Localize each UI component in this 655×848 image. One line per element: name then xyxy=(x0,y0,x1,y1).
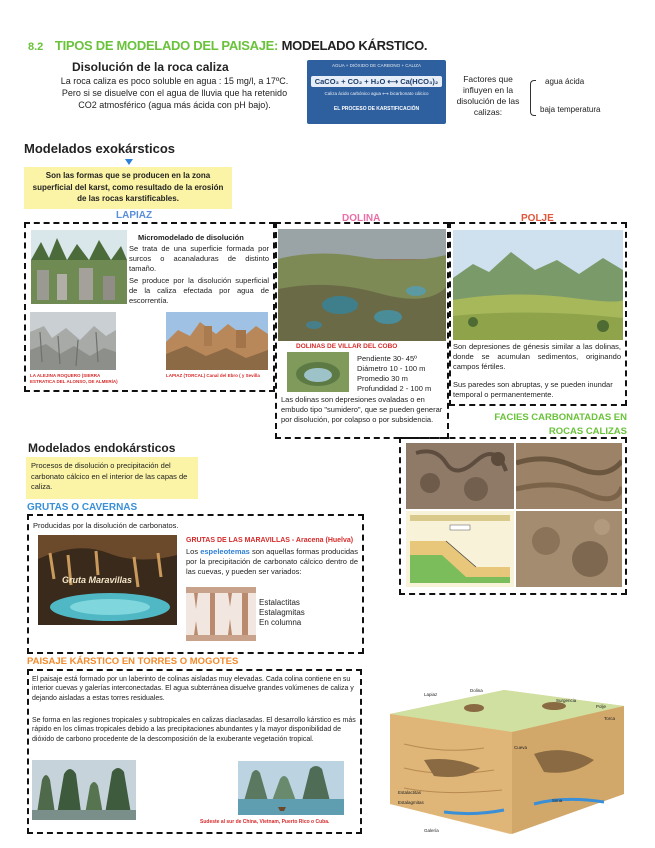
page-subtitle: MODELADO KÁRSTICO. xyxy=(281,38,428,53)
block-label: Polje xyxy=(596,704,607,709)
disolucion-heading: Disolución de la roca caliza xyxy=(72,60,229,74)
exokarst-arrow-icon xyxy=(125,159,133,165)
grutas-place: GRUTAS DE LAS MARAVILLAS - Aracena (Huelva) xyxy=(186,537,354,544)
polje-text-1: Son depresiones de génesis similar a las dolinas, donde se acumulan sedimentos, originando campos fértiles. xyxy=(453,342,621,372)
block-label: Surgencia xyxy=(556,698,577,703)
lapiaz-label: LAPIAZ xyxy=(116,210,153,221)
espeleotemas-photo xyxy=(186,587,256,641)
block-label: Torca xyxy=(604,716,616,721)
dolina-text: Las dolinas son depresiones ovaladas o en embudo tipo "sumidero", que se pueden generar por disolución, por colapso o por subsidencia. xyxy=(281,395,443,425)
block-label: Estalagmitas xyxy=(398,800,424,805)
torres-text-2: Se forma en las regiones tropicales y subtropicales en calizas diaclasadas. El desarrollo kárstico es más rápido en los climas tropicales debido a las precipitaciones abundantes y la mayor disponibilidad de dióxido de carbono procedente de la descomposición de la exuberante vegetación tropical. xyxy=(32,717,356,743)
dolina-photo-aerial xyxy=(278,229,446,341)
facies-label: FACIES CARBONATADAS EN ROCAS CALIZAS xyxy=(494,412,627,437)
torres-text-1: El paisaje está formado por un laberinto de colinas aisladas muy elevadas. Cada colina contiene en su interior cuevas y galerías interconectadas. El agua subterránea disuelve grandes volúmenes de caliza y dejando aisladas a estas torres residuales. xyxy=(32,676,354,702)
polje-text-2: Sus paredes son abruptas, y se pueden inundar temporal o permanentemente. xyxy=(453,380,613,400)
facies-photo-2 xyxy=(516,443,622,509)
dolina-stat: Diámetro 10 - 100 m xyxy=(357,364,426,373)
torres-photo-2 xyxy=(238,761,344,815)
torres-caption: Sudeste al sur de China, Vietnam, Puerto Rico o Cuba. xyxy=(200,819,330,825)
exokarst-heading: Modelados exokársticos xyxy=(24,141,175,156)
diagram-footer: EL PROCESO DE KARSTIFICACIÓN xyxy=(333,106,420,112)
factor-item: baja temperatura xyxy=(540,105,601,114)
espeleotema-type: En columna xyxy=(259,618,302,627)
dolina-label: DOLINA xyxy=(342,213,381,224)
block-label: Cueva xyxy=(514,745,528,750)
grutas-text-post: son aquellas formas producidas por la precipitación de carbonato cálcico dentro de las cuevas, y pueden ser variados: xyxy=(186,547,358,577)
dolina-photo-detail xyxy=(287,352,349,392)
lapiaz-photo-forest xyxy=(31,230,127,304)
facies-diagram xyxy=(406,511,514,587)
lapiaz-text-2: Se produce por la disolución superficial de la caliza efectada por agua de escorrentía. xyxy=(129,276,269,306)
block-label: Sima xyxy=(552,798,563,803)
factor-item: agua ácida xyxy=(545,77,585,86)
lapiaz-photo-torcal xyxy=(166,312,268,370)
grutas-label: GRUTAS O CAVERNAS xyxy=(27,502,138,513)
karstification-diagram xyxy=(307,60,446,124)
block-label: Galería xyxy=(424,828,439,833)
espeleotema-type: Estalactitas xyxy=(259,598,300,607)
lapiaz-micro-title: Micromodelado de disolución xyxy=(138,233,244,242)
endokarst-heading: Modelados endokársticos xyxy=(28,441,176,455)
block-label: Estalactitas xyxy=(398,790,422,795)
diagram-top-line: AGUA + DIÓXIDO DE CARBONO + CALIZA xyxy=(331,63,422,68)
endokarst-definition: Procesos de disolución o precipitación del carbonato cálcico en el interior de las capas de caliza. xyxy=(26,457,198,499)
block-label: Dolina xyxy=(470,688,483,693)
facies-photo-3 xyxy=(516,511,622,587)
grutas-photo-text: Gruta Maravillas xyxy=(62,575,133,585)
lapiaz-text-1: Se trata de una superficie formada por surcos o acanaladuras de distinto tamaño. xyxy=(129,244,269,274)
block-label: Lapiaz xyxy=(424,692,438,697)
lapiaz-caption-2: LAPIAZ (TORCAL) Canal del Ebro ( y Sevilla xyxy=(166,373,260,378)
diagram-equation: CaCO₃ + CO₂ + H₂O ⟷ Ca(HCO₃)₂ xyxy=(311,76,442,87)
page-header xyxy=(28,38,628,53)
disolucion-text: La roca caliza es poco soluble en agua : 15 mg/l, a 17ºC. Pero si se disuelve con el agua de lluvia que ha retenido CO2 atmosférico (agua más ácida con pH bajo). xyxy=(60,76,289,111)
dolina-stat: Profundidad 2 - 100 m xyxy=(357,384,432,393)
dolina-stat: Promedio 30 m xyxy=(357,374,408,383)
torres-label: PAISAJE KÁRSTICO EN TORRES O MOGOTES xyxy=(27,656,239,667)
diagram-labels: Caliza ácido carbónico agua ⟷ bicarbonato cálcico xyxy=(324,91,429,96)
lapiaz-photo-rocks xyxy=(30,312,116,370)
exokarst-definition: Son las formas que se producen en la zona superficial del karst, como resultado de la erosión de las rocas karstificables. xyxy=(24,167,232,209)
factors-brace xyxy=(530,80,536,116)
section-number: 8.2 xyxy=(28,41,44,53)
facies-photo-1 xyxy=(406,443,514,509)
page-title: TIPOS DE MODELADO DEL PAISAJE: xyxy=(54,38,279,53)
factors-label: Factores que influyen en la disolución de las calizas: xyxy=(456,74,520,118)
espeleotemas-keyword: espeleotemas xyxy=(200,547,250,556)
dolina-stat: Pendiente 30- 45º xyxy=(357,354,417,363)
grutas-text-pre: Los xyxy=(186,547,199,556)
polje-photo xyxy=(453,230,623,340)
karst-block-diagram xyxy=(384,684,630,842)
grutas-text xyxy=(186,547,358,577)
espeleotema-type: Estalagmitas xyxy=(259,608,305,617)
torres-photo-1 xyxy=(32,760,136,820)
grutas-intro: Producidas por la disolución de carbonatos. xyxy=(33,521,179,530)
lapiaz-caption-1: LA ALEJINA ROQUERO (SIERRA ESTRATICA DEL ALONSO, DE ALMERÍA) xyxy=(30,373,118,384)
dolina-photo-caption: DOLINAS DE VILLAR DEL COBO xyxy=(296,343,398,350)
polje-label: POLJE xyxy=(521,213,554,224)
